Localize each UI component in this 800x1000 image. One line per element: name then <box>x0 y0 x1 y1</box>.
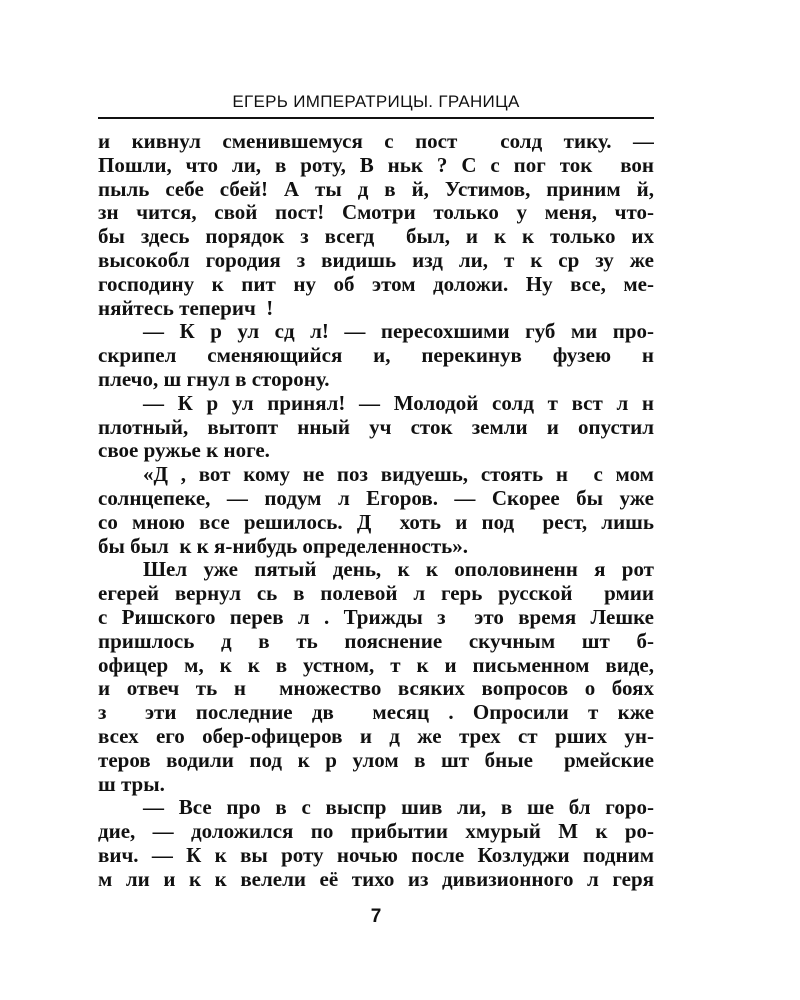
text-line: с Ришского перев л . Трижды з это время Лешке <box>98 605 654 629</box>
text-line: — К р ул принял! — Молодой солд т вст л н <box>143 391 654 415</box>
book-text <box>98 130 654 892</box>
text-line: — К р ул сд л! — пересохшими губ ми про- <box>143 320 654 344</box>
running-title: ЕГЕРЬ ИМПЕРАТРИЦЫ. ГРАНИЦА <box>232 92 520 111</box>
text-line: няйтесь теперич ! <box>98 296 274 320</box>
text-line: солнцепеке, — подум л Егоров. — Скорее бы уже <box>98 486 654 510</box>
text-line: зн чится, свой пост! Смотри только у меня, что- <box>98 201 654 225</box>
text-line: вич. — К к вы роту ночью после Козлуджи подним <box>98 843 654 867</box>
text-line: егерей вернул сь в полевой л герь русской рмии <box>98 582 654 606</box>
text-line: высокобл городия з видишь изд ли, т к ср зу же <box>98 248 654 272</box>
page-number: 7 <box>370 906 382 927</box>
text-line: пришлось д в ть пояснение скучным шт б- <box>98 629 654 653</box>
text-line: Шел уже пятый день, к к ополовиненн я рот <box>143 558 654 582</box>
text-line: ш тры. <box>98 772 165 796</box>
text-line: «Д , вот кому не поз видуешь, стоять н с мом <box>143 463 654 487</box>
text-line: Пошли, что ли, в роту, В ньк ? С с пог ток вон <box>98 153 654 177</box>
text-line: з эти последние дв месяц . Опросили т кже <box>98 701 654 725</box>
text-line: свое ружье к ноге. <box>98 439 270 463</box>
text-line: офицер м, к к в устном, т к и письменном виде, <box>98 653 654 677</box>
text-line: плечо, ш гнул в сторону. <box>98 367 330 391</box>
header-rule <box>98 117 654 119</box>
text-line: и кивнул сменившемуся с пост солд тику. — <box>98 130 654 153</box>
text-line: бы здесь порядок з всегд был, и к к только их <box>98 225 654 249</box>
text-line: дие, — доложился по прибытии хмурый М к ро- <box>98 820 654 844</box>
text-line: и отвеч ть н множество всяких вопросов о боях <box>98 677 654 701</box>
text-line: плотный, вытопт нный уч сток земли и опустил <box>98 415 654 439</box>
text-line: теров водили под к р улом в шт бные рмейские <box>98 748 654 772</box>
text-line: пыль себе сбей! А ты д в й, Устимов, приним й, <box>98 177 654 201</box>
text-line: со мною все решилось. Д хоть и под рест, лишь <box>98 510 654 534</box>
text-line: м ли и к к велели её тихо из дивизионного л геря <box>98 867 654 891</box>
text-line: бы был к к я-нибудь определенность». <box>98 534 468 558</box>
text-line: скрипел сменяющийся и, перекинув фузею н <box>98 344 654 368</box>
text-line: — Все про в с выспр шив ли, в ше бл горо- <box>143 796 654 820</box>
text-line: господину к пит ну об этом доложи. Ну все, ме- <box>98 272 654 296</box>
text-line: всех его обер-офицеров и д же трех ст рших ун- <box>98 724 654 748</box>
